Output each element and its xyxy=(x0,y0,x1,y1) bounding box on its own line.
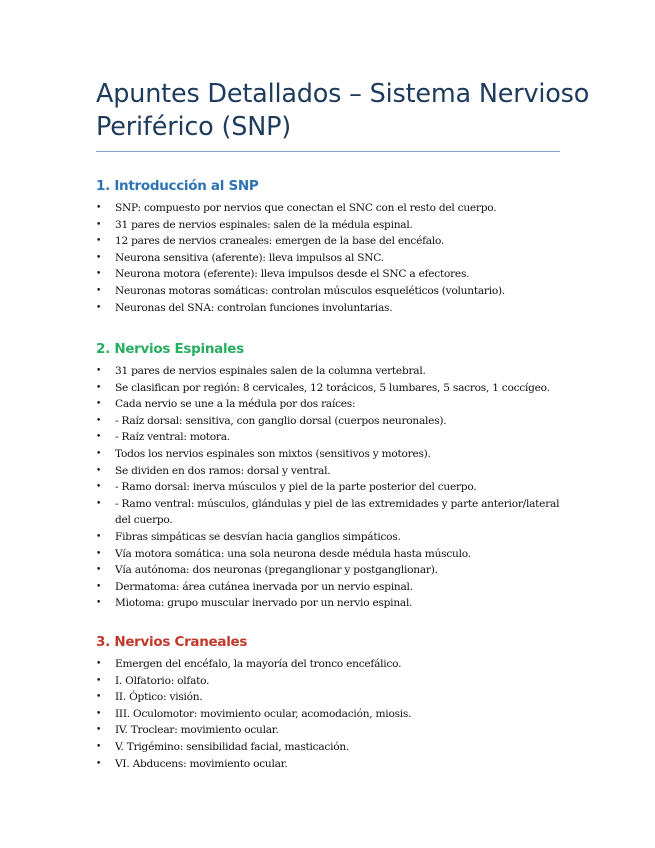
bullet-icon: • xyxy=(96,741,102,752)
section-heading: 2. Nervios Espinales xyxy=(96,341,244,357)
bullet-icon: • xyxy=(96,692,102,703)
list-item-text: II. Óptico: visión. xyxy=(115,691,203,704)
bullet-icon: • xyxy=(96,219,102,230)
list-item-text: - Raíz dorsal: sensitiva, con ganglio dorsal (cuerpos neuronales). xyxy=(115,414,447,427)
bullet-icon: • xyxy=(96,399,102,410)
list-item xyxy=(96,739,566,756)
list-item-text: Dermatoma: área cutánea inervada por un nervio espinal. xyxy=(115,580,413,593)
list-item-text: Emergen del encéfalo, la mayoría del tronco encefálico. xyxy=(115,658,402,670)
section-nervios-espinales xyxy=(96,339,566,612)
bullet-icon: • xyxy=(96,482,102,493)
list-item xyxy=(96,496,566,529)
list-item-text: I. Olfatorio: olfato. xyxy=(115,674,210,687)
bullet-icon: • xyxy=(96,302,102,313)
section-introduccion xyxy=(96,176,566,316)
bullet-list xyxy=(96,363,566,612)
list-item-text: III. Oculomotor: movimiento ocular, acomodación, miosis. xyxy=(115,707,412,720)
list-item-text: 31 pares de nervios espinales salen de la columna vertebral. xyxy=(115,365,426,377)
list-item xyxy=(96,579,566,596)
bullet-icon: • xyxy=(96,252,102,263)
list-item-text: Neurona sensitiva (aferente): lleva impulsos al SNC. xyxy=(115,251,384,264)
list-item xyxy=(96,463,566,480)
page-title xyxy=(96,78,590,144)
list-item xyxy=(96,446,566,463)
list-item xyxy=(96,413,566,430)
bullet-icon: • xyxy=(96,548,102,559)
list-item xyxy=(96,429,566,446)
title-line-1: Apuntes Detallados – Sistema Nervioso xyxy=(96,79,590,109)
list-item xyxy=(96,233,566,250)
bullet-icon: • xyxy=(96,415,102,426)
bullet-icon: • xyxy=(96,498,102,509)
bullet-icon: • xyxy=(96,758,102,769)
list-item-text: Se dividen en dos ramos: dorsal y ventral. xyxy=(115,464,331,477)
bullet-icon: • xyxy=(96,285,102,296)
bullet-icon: • xyxy=(96,598,102,609)
bullet-icon: • xyxy=(96,725,102,736)
list-item-text: Neuronas del SNA: controlan funciones involuntarias. xyxy=(115,301,393,314)
list-item-text: Neuronas motoras somáticas: controlan músculos esqueléticos (voluntario). xyxy=(115,284,505,297)
list-item-text: Todos los nervios espinales son mixtos (sensitivos y motores). xyxy=(115,447,431,460)
list-item-text: SNP: compuesto por nervios que conectan el SNC con el resto del cuerpo. xyxy=(115,202,497,214)
list-item xyxy=(96,689,566,706)
list-item xyxy=(96,595,566,612)
section-heading: 1. Introducción al SNP xyxy=(96,178,259,194)
title-line-2: Periférico (SNP) xyxy=(96,112,292,142)
list-item-text: Neurona motora (eferente): lleva impulsos desde el SNC a efectores. xyxy=(115,268,470,281)
list-item-text: 12 pares de nervios craneales: emergen de la base del encéfalo. xyxy=(115,235,445,248)
list-item xyxy=(96,529,566,546)
list-item xyxy=(96,673,566,690)
list-item xyxy=(96,283,566,300)
list-item xyxy=(96,200,566,217)
bullet-list xyxy=(96,656,566,772)
list-item xyxy=(96,380,566,397)
list-item-text: - Raíz ventral: motora. xyxy=(115,431,230,444)
list-item xyxy=(96,300,566,317)
list-item xyxy=(96,722,566,739)
bullet-icon: • xyxy=(96,581,102,592)
list-item-text: IV. Troclear: movimiento ocular. xyxy=(115,724,279,737)
list-item-text: VI. Abducens: movimiento ocular. xyxy=(115,757,288,770)
list-item-text: Vía autónoma: dos neuronas (preganglionar y postganglionar). xyxy=(115,564,438,577)
bullet-icon: • xyxy=(96,382,102,393)
list-item xyxy=(96,656,566,673)
list-item xyxy=(96,266,566,283)
list-item xyxy=(96,479,566,496)
list-item-text: - Ramo dorsal: inerva músculos y piel de la parte posterior del cuerpo. xyxy=(115,481,477,494)
list-item xyxy=(96,363,566,380)
list-item-text: Miotoma: grupo muscular inervado por un nervio espinal. xyxy=(115,597,413,610)
bullet-icon: • xyxy=(96,236,102,247)
list-item-text: Cada nervio se une a la médula por dos raíces: xyxy=(115,398,356,411)
list-item-text: Fibras simpáticas se desvían hacia ganglios simpáticos. xyxy=(115,530,401,543)
bullet-icon: • xyxy=(96,708,102,719)
title-divider xyxy=(96,151,560,152)
bullet-icon: • xyxy=(96,565,102,576)
list-item xyxy=(96,546,566,563)
bullet-icon: • xyxy=(96,531,102,542)
list-item xyxy=(96,217,566,234)
bullet-icon: • xyxy=(96,659,102,669)
list-item-text: - Ramo ventral: músculos, glándulas y piel de las extremidades y parte anterior/lateral del cuerpo. xyxy=(115,497,560,527)
list-item xyxy=(96,396,566,413)
list-item xyxy=(96,706,566,723)
list-item xyxy=(96,756,566,773)
list-item-text: Vía motora somática: una sola neurona desde médula hasta músculo. xyxy=(115,547,471,560)
list-item-text: Se clasifican por región: 8 cervicales, 12 torácicos, 5 lumbares, 5 sacros, 1 coccígeo. xyxy=(115,381,550,394)
list-item-text: 31 pares de nervios espinales: salen de la médula espinal. xyxy=(115,218,413,231)
list-item xyxy=(96,250,566,267)
bullet-list xyxy=(96,200,566,316)
section-heading: 3. Nervios Craneales xyxy=(96,634,248,650)
bullet-icon: • xyxy=(96,448,102,459)
list-item xyxy=(96,562,566,579)
bullet-icon: • xyxy=(96,432,102,443)
section-nervios-craneales xyxy=(96,632,566,772)
bullet-icon: • xyxy=(96,269,102,280)
bullet-icon: • xyxy=(96,465,102,476)
bullet-icon: • xyxy=(96,366,102,376)
list-item-text: V. Trigémino: sensibilidad facial, masticación. xyxy=(115,740,350,753)
bullet-icon: • xyxy=(96,675,102,686)
bullet-icon: • xyxy=(96,203,102,213)
